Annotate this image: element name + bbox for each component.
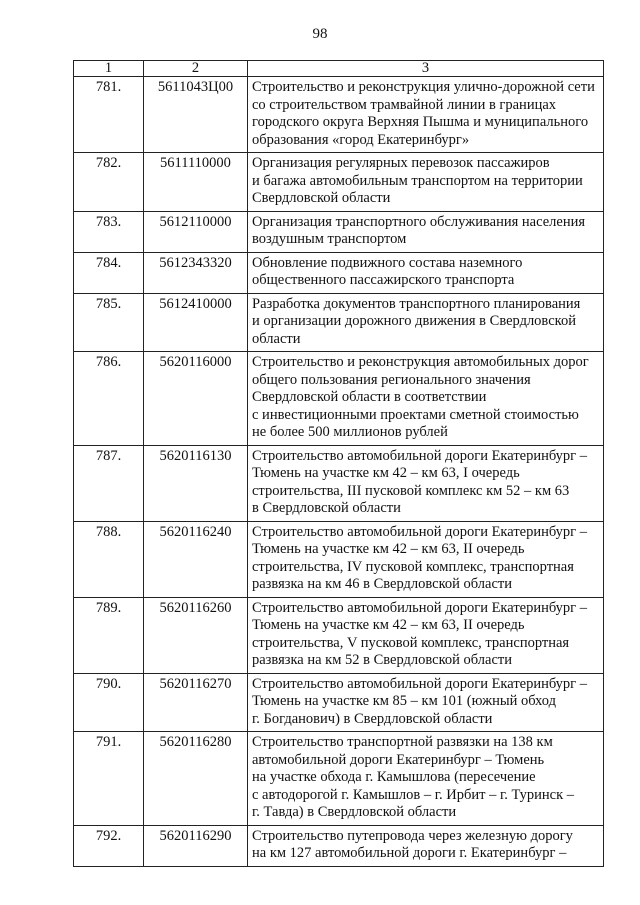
budget-code-cell: 5612410000 [144, 293, 248, 352]
row-number-cell: 791. [74, 732, 144, 826]
table-row [74, 352, 604, 446]
description-cell: Строительство и реконструкция улично-дорожной сети со строительством трамвайной линии в границах городского округа Верхняя Пышма и муниципального образования «город Екатеринбург» [248, 77, 604, 153]
table-row [74, 521, 604, 597]
description-cell: Строительство автомобильной дороги Екатеринбург – Тюмень на участке км 85 – км 101 (южный обход г. Богданович) в Свердловской области [248, 673, 604, 732]
table-row [74, 153, 604, 212]
budget-code-cell: 5612343320 [144, 252, 248, 293]
register-table [73, 60, 604, 867]
budget-code-cell: 5620116270 [144, 673, 248, 732]
row-number-cell: 781. [74, 77, 144, 153]
page-number: 98 [312, 26, 328, 42]
row-number-cell: 786. [74, 352, 144, 446]
budget-code-cell: 5611043Ц00 [144, 77, 248, 153]
table-row [74, 445, 604, 521]
description-cell: Разработка документов транспортного планирования и организации дорожного движения в Свердловской области [248, 293, 604, 352]
budget-code-cell: 5620116130 [144, 445, 248, 521]
column-header-3: 3 [248, 61, 604, 77]
row-number-cell: 782. [74, 153, 144, 212]
row-number-cell: 788. [74, 521, 144, 597]
budget-code-cell: 5620116240 [144, 521, 248, 597]
table-row [74, 252, 604, 293]
row-number-cell: 783. [74, 211, 144, 252]
budget-code-cell: 5620116290 [144, 825, 248, 866]
row-number-cell: 792. [74, 825, 144, 866]
description-cell: Строительство автомобильной дороги Екатеринбург – Тюмень на участке км 42 – км 63, II очередь строительства, IV пусковой комплекс, транспортная развязка на км 46 в Свердловской области [248, 521, 604, 597]
budget-code-cell: 5612110000 [144, 211, 248, 252]
column-header-2: 2 [144, 61, 248, 77]
header-row [74, 61, 604, 77]
table-row [74, 211, 604, 252]
description-cell: Строительство автомобильной дороги Екатеринбург – Тюмень на участке км 42 – км 63, II очередь строительства, V пусковой комплекс, транспортная развязка на км 52 в Свердловской области [248, 597, 604, 673]
row-number-cell: 784. [74, 252, 144, 293]
row-number-cell: 787. [74, 445, 144, 521]
row-number-cell: 785. [74, 293, 144, 352]
budget-code-cell: 5620116280 [144, 732, 248, 826]
budget-code-cell: 5620116000 [144, 352, 248, 446]
description-cell: Организация транспортного обслуживания населения воздушным транспортом [248, 211, 604, 252]
table-row [74, 825, 604, 866]
description-cell: Обновление подвижного состава наземного общественного пассажирского транспорта [248, 252, 604, 293]
table-row [74, 597, 604, 673]
description-cell: Строительство путепровода через железную дорогу на км 127 автомобильной дороги г. Екатеринбург – [248, 825, 604, 866]
description-cell: Строительство и реконструкция автомобильных дорог общего пользования регионального значения Свердловской области в соответствии с инвестиционными проектами сметной стоимостью не более 500 миллионов рублей [248, 352, 604, 446]
table-row [74, 673, 604, 732]
budget-code-cell: 5620116260 [144, 597, 248, 673]
table-row [74, 293, 604, 352]
row-number-cell: 789. [74, 597, 144, 673]
budget-code-cell: 5611110000 [144, 153, 248, 212]
row-number-cell: 790. [74, 673, 144, 732]
description-cell: Организация регулярных перевозок пассажиров и багажа автомобильным транспортом на территории Свердловской области [248, 153, 604, 212]
table-row [74, 732, 604, 826]
description-cell: Строительство автомобильной дороги Екатеринбург – Тюмень на участке км 42 – км 63, I очередь строительства, III пусковой комплекс км 52 – км 63 в Свердловской области [248, 445, 604, 521]
description-cell: Строительство транспортной развязки на 138 км автомобильной дороги Екатеринбург – Тюмень на участке обхода г. Камышлова (пересечение с автодорогой г. Камышлов – г. Ирбит – г. Туринск – г. Тавда) в Свердловской области [248, 732, 604, 826]
table-row [74, 77, 604, 153]
column-header-1: 1 [74, 61, 144, 77]
